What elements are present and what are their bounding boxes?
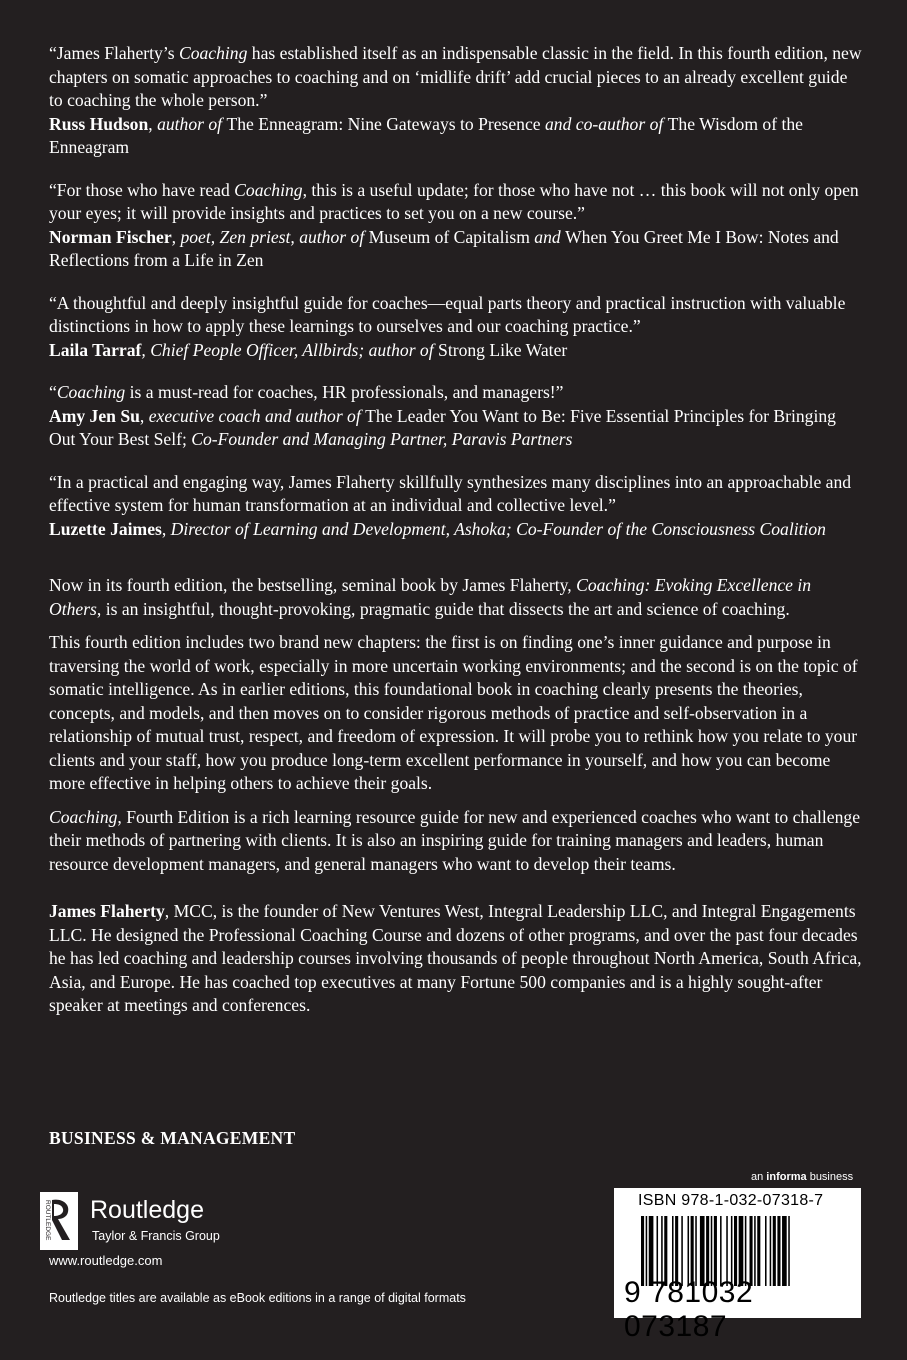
logo-side-text: ROUTLEDGE bbox=[44, 1200, 51, 1241]
description-paragraph-2: This fourth edition includes two brand new chapters: the first is on finding one’s inner guidance and purpose in traversing the world of work, especially in more uncertain working environments; and the second is on the topic of somatic intelligence. As in earlier editions, this foundational book in coaching clearly presents the theories, concepts, and models, and then moves on to consider rigorous methods of practice and self-observation in a relationship of mutual trust, respect, and freedom of expression. It will probe you to rethink how you relate to your clients and your staff, how you produce long-term excellent performance in yourself, and how you can become more effective in helping others to achieve their goals. bbox=[49, 632, 858, 793]
publisher-group: Taylor & Francis Group bbox=[92, 1229, 220, 1243]
endorsement-attribution: Norman Fischer, poet, Zen priest, author of Museum of Capitalism and When You Greet Me I Bow: Notes and Reflections from a Life in Zen bbox=[49, 226, 839, 270]
endorsement-3 bbox=[49, 292, 864, 363]
endorsement-text: “In a practical and engaging way, James Flaherty skillfully synthesizes many disciplines into an approachable and effective system for human transformation at an individual and collective level.” bbox=[49, 471, 852, 515]
barcode-digits: 9 781032 073187 bbox=[624, 1276, 754, 1343]
back-cover-text bbox=[49, 42, 864, 1018]
endorsement-5 bbox=[49, 471, 864, 542]
endorsement-2 bbox=[49, 179, 864, 273]
subject-category: BUSINESS & MANAGEMENT bbox=[49, 1128, 296, 1148]
endorsement-4 bbox=[49, 381, 864, 452]
isbn-label: ISBN 978-1-032-07318-7 bbox=[638, 1192, 824, 1209]
endorsement-attribution: Russ Hudson, author of The Enneagram: Nine Gateways to Presence and co-author of The Wisdom of the Enneagram bbox=[49, 113, 803, 157]
endorsement-1 bbox=[49, 42, 864, 160]
endorsement-text: “James Flaherty’s Coaching has established itself as an indispensable classic in the field. In this fourth edition, new chapters on somatic approaches to coaching and on ‘midlife drift’ add crucial pieces to an already excellent guide to coaching the whole person.” bbox=[49, 43, 862, 110]
description-paragraph-1: Now in its fourth edition, the bestselling, seminal book by James Flaherty, Coaching: Evoking Excellence in Others, is an insightful, thought-provoking, pragmatic guide that dissects the art and science of coaching. bbox=[49, 575, 812, 619]
endorsement-text: “Coaching is a must-read for coaches, HR professionals, and managers!” bbox=[49, 382, 564, 402]
book-description bbox=[49, 574, 864, 876]
publisher-name: Routledge bbox=[90, 1196, 204, 1224]
endorsement-attribution: Laila Tarraf, Chief People Officer, Allbirds; author of Strong Like Water bbox=[49, 339, 568, 360]
informa-tagline: an informa business bbox=[751, 1171, 854, 1183]
description-paragraph-3: Coaching, Fourth Edition is a rich learning resource guide for new and experienced coaches who want to challenge their methods of partnering with clients. It is also an inspiring guide for training managers and leaders, human resource development managers, and general managers who want to develop their teams. bbox=[49, 806, 861, 874]
isbn-barcode bbox=[614, 1188, 861, 1343]
endorsement-text: “A thoughtful and deeply insightful guide for coaches—equal parts theory and practical instruction with valuable distinctions in how to apply these learnings to ourselves and our coaching practice.” bbox=[49, 292, 846, 336]
publisher-website[interactable]: www.routledge.com bbox=[49, 1253, 163, 1268]
endorsement-attribution: Luzette Jaimes, Director of Learning and Development, Ashoka; Co-Founder of the Consciousness Coalition bbox=[49, 518, 826, 539]
author-bio: James Flaherty, MCC, is the founder of New Ventures West, Integral Leadership LLC, and Integral Engagements LLC. He designed the Professional Coaching Course and dozens of other programs, and over the past four decades he has led coaching and leadership courses involving thousands of people throughout North America, South Africa, Asia, and Europe. He has coached top executives at many Fortune 500 companies and is a highly sought-after speaker at meetings and conferences. bbox=[49, 901, 862, 1015]
endorsement-attribution: Amy Jen Su, executive coach and author of The Leader You Want to Be: Five Essential Principles for Bringing Out Your Best Self; Co-Founder and Managing Partner, Paravis Partners bbox=[49, 405, 836, 449]
ebook-note: Routledge titles are available as eBook editions in a range of digital formats bbox=[49, 1291, 466, 1305]
endorsement-text: “For those who have read Coaching, this is a useful update; for those who have not … this book will not only open your eyes; it will provide insights and practices to set you on a new course.” bbox=[49, 179, 859, 223]
